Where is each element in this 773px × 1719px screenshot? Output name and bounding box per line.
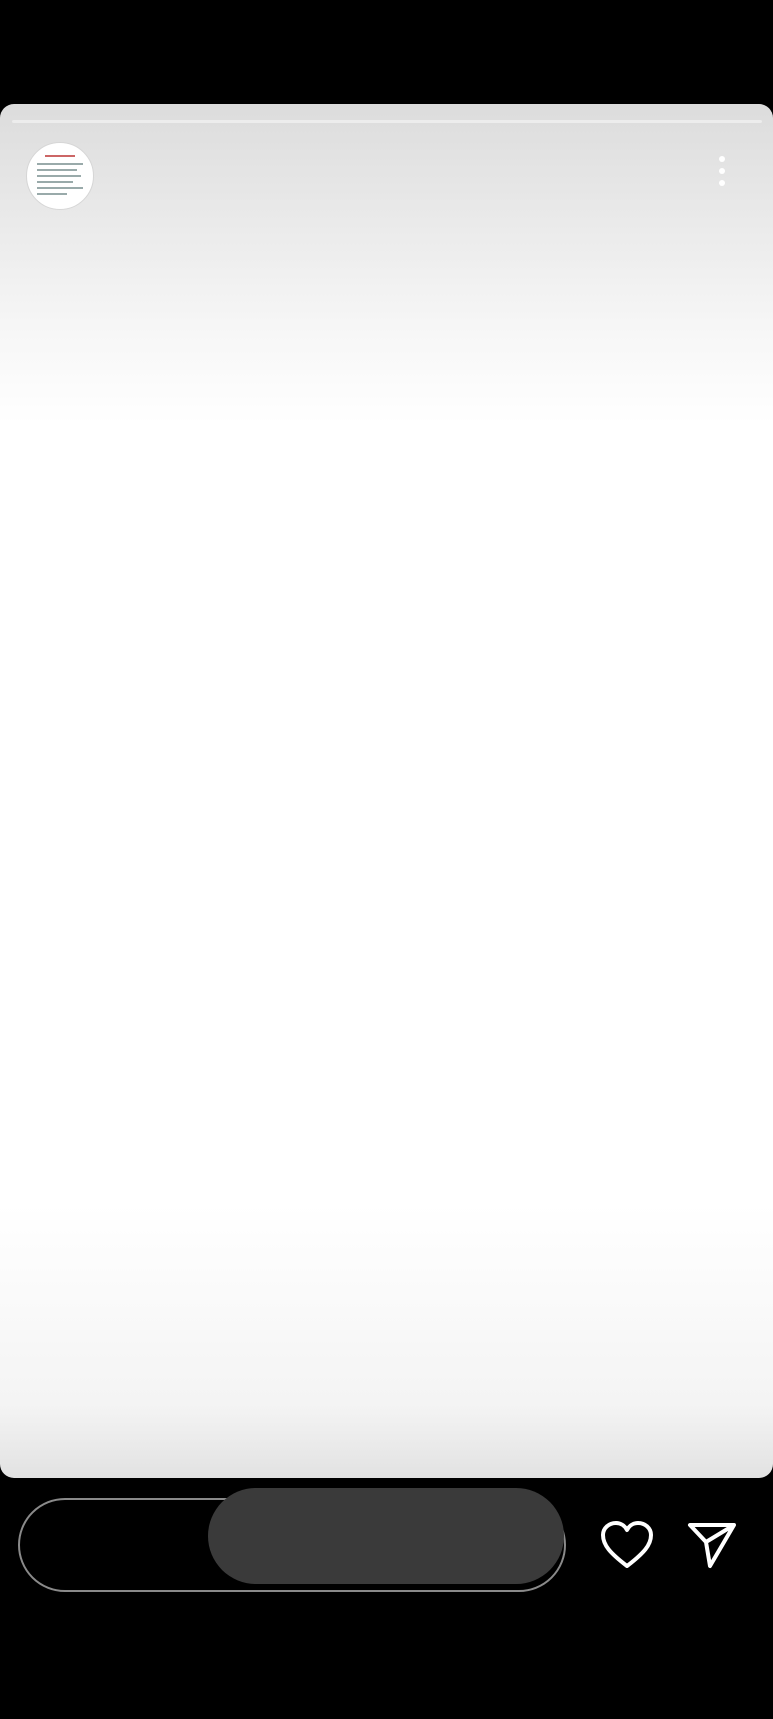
share-button[interactable] (686, 1520, 738, 1570)
send-icon (686, 1520, 738, 1570)
story-frame[interactable] (0, 104, 773, 1478)
more-options-button[interactable] (712, 156, 732, 196)
avatar[interactable] (26, 142, 94, 210)
clipboard-toast (208, 1488, 564, 1584)
more-vertical-icon (712, 156, 732, 186)
heart-icon (600, 1520, 654, 1570)
story-progress-bar (12, 120, 762, 123)
like-button[interactable] (600, 1520, 654, 1570)
